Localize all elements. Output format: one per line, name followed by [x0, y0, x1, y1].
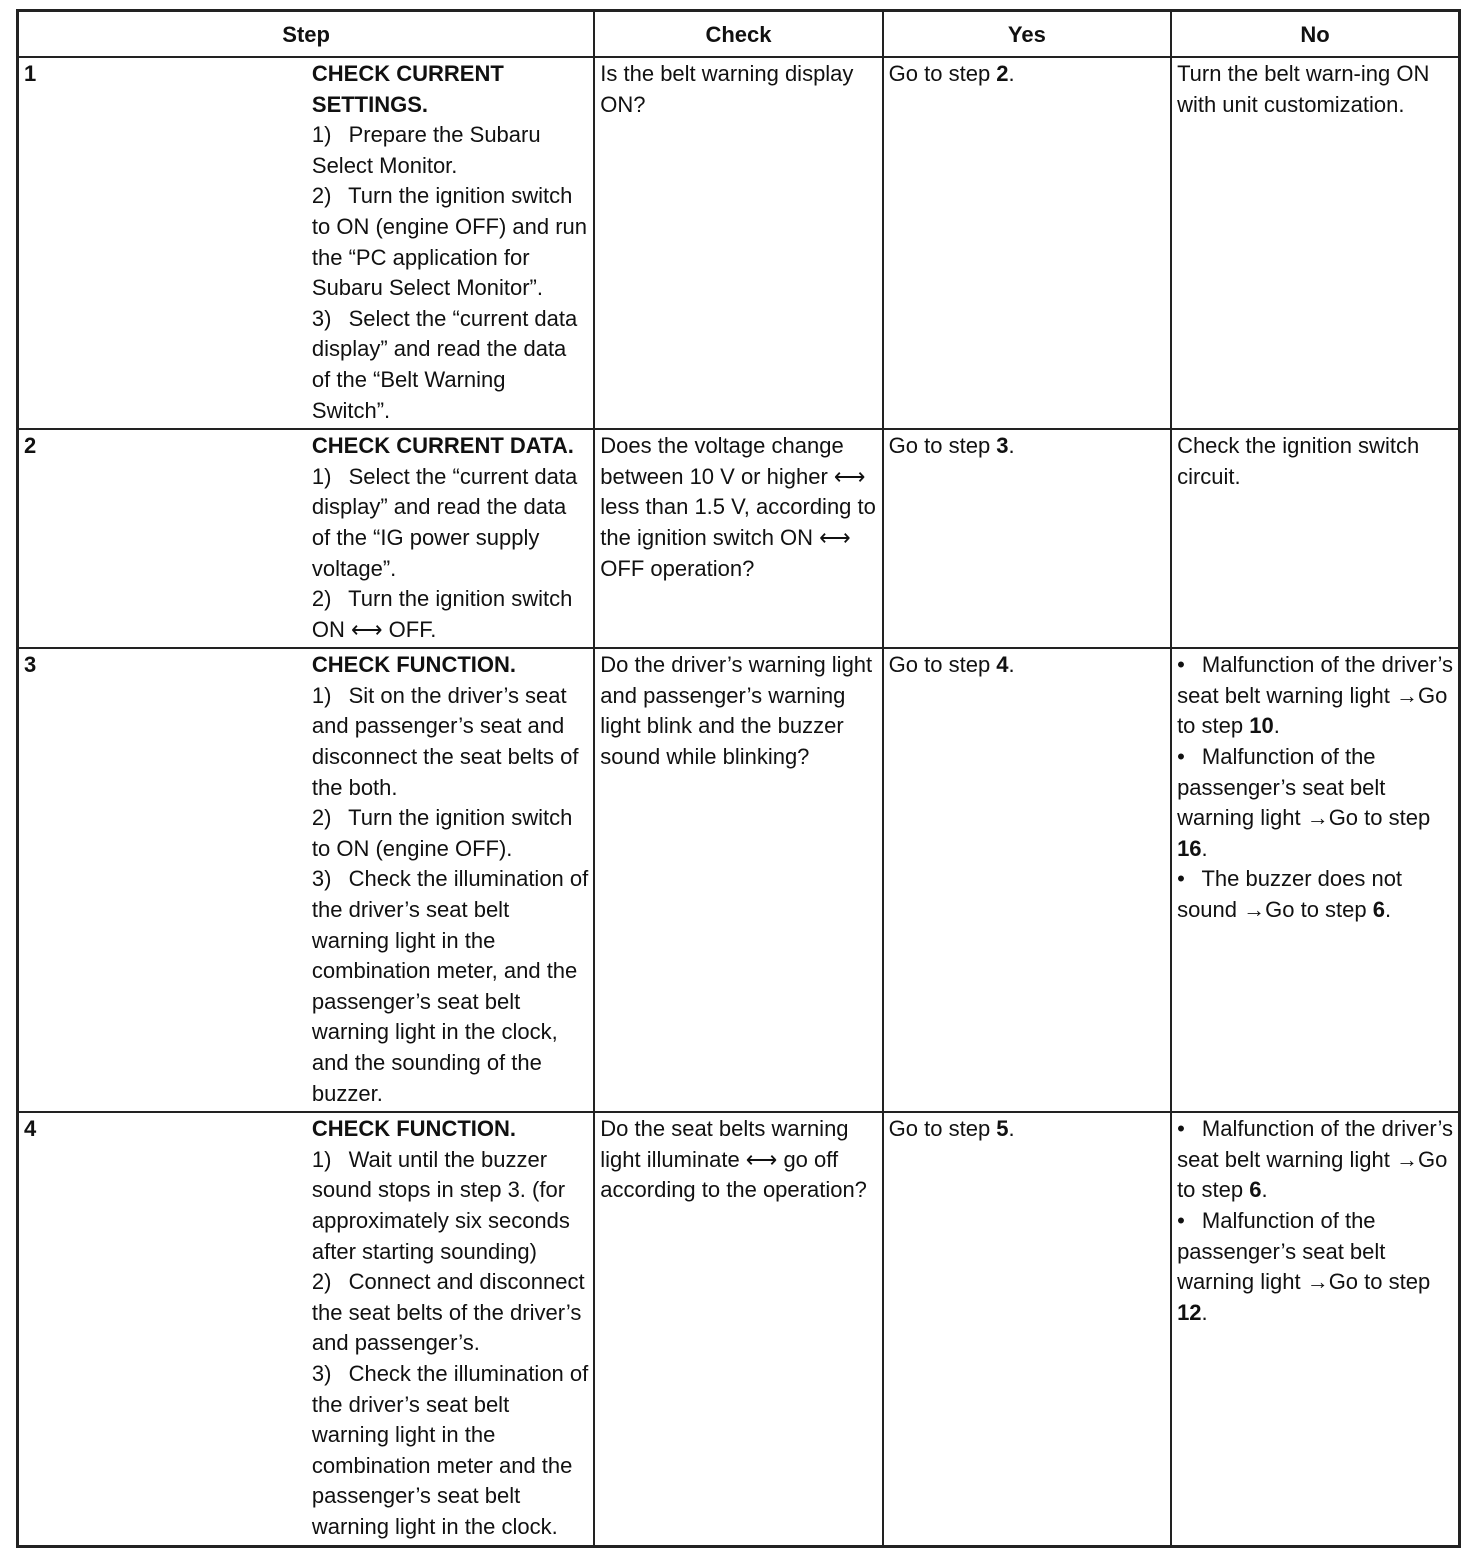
no-item-step-ref: 12: [1177, 1299, 1202, 1325]
yes-prefix: Go to step: [888, 652, 997, 678]
step-instruction: 2) Connect and disconnect the seat belts of the driver’s and passenger’s.: [311, 1269, 585, 1356]
header-step: Step: [18, 11, 595, 58]
check-question: Does the voltage change between 10 V or higher ⟷ less than 1.5 V, according to the ignition switch ON ⟷ OFF operation?: [594, 429, 882, 648]
no-item-text: • The buzzer does not sound →Go to step: [1177, 866, 1403, 923]
step-procedure: [306, 57, 594, 429]
document-page: [16, 9, 1461, 1548]
no-item: [1177, 742, 1453, 864]
table-header-row: [18, 11, 1460, 58]
check-question: Do the driver’s warning light and passenger’s warning light blink and the buzzer sound while blinking?: [594, 648, 882, 1112]
no-item-step-ref: 10: [1249, 713, 1274, 739]
no-action: [1171, 648, 1459, 1112]
step-title: CHECK FUNCTION.: [311, 652, 516, 678]
table-row: [18, 1112, 1460, 1546]
yes-step-ref: 3: [996, 433, 1009, 459]
step-instruction: 1) Select the “current data display” and read the data of the “IG power supply voltage”.: [311, 463, 578, 581]
no-item-text: • Malfunction of the driver’s seat belt warning light →Go to step: [1177, 1116, 1453, 1203]
step-number: 1: [18, 57, 306, 429]
no-item-suffix: .: [1261, 1177, 1268, 1203]
yes-prefix: Go to step: [888, 61, 997, 86]
check-question: Do the seat belts warning light illuminate ⟷ go off according to the operation?: [594, 1112, 882, 1546]
step-instruction: 3) Select the “current data display” and read the data of the “Belt Warning Switch”.: [311, 305, 578, 423]
no-item-suffix: .: [1384, 897, 1392, 923]
no-action: [1171, 57, 1459, 429]
no-item-step-ref: 6: [1372, 897, 1385, 923]
no-item-suffix: .: [1273, 713, 1280, 739]
check-question: Is the belt warning display ON?: [594, 57, 882, 429]
table-row: [18, 57, 1460, 429]
yes-step-ref: 4: [996, 652, 1009, 678]
step-instruction: 1) Wait until the buzzer sound stops in step 3. (for approximately six seconds after starting sounding): [311, 1146, 570, 1264]
no-item-suffix: .: [1201, 1299, 1208, 1325]
no-item: [1177, 864, 1453, 925]
no-action: [1171, 1112, 1459, 1546]
step-procedure: [306, 429, 594, 648]
no-item: [1177, 1206, 1453, 1328]
step-number: 2: [18, 429, 306, 648]
no-item-step-ref: 16: [1177, 835, 1202, 861]
step-number: 4: [18, 1112, 306, 1546]
step-instruction: 2) Turn the ignition switch to ON (engine OFF) and run the “PC application for Subaru Select Monitor”.: [311, 183, 588, 301]
step-title: CHECK CURRENT SETTINGS.: [311, 61, 504, 117]
yes-action: Go to step 4.: [883, 648, 1171, 1112]
step-instruction: 2) Turn the ignition switch to ON (engine OFF).: [311, 805, 573, 861]
table-row: [18, 648, 1460, 1112]
step-instruction: 1) Prepare the Subaru Select Monitor.: [311, 122, 541, 178]
no-item-suffix: .: [1201, 835, 1208, 861]
no-item: [1177, 431, 1453, 492]
no-item-text: • Malfunction of the driver’s seat belt warning light →Go to step: [1177, 652, 1453, 739]
header-check: Check: [594, 11, 882, 58]
yes-prefix: Go to step: [888, 433, 997, 459]
no-item-step-ref: 6: [1249, 1177, 1262, 1203]
step-title: CHECK FUNCTION.: [311, 1116, 516, 1142]
step-procedure: [306, 1112, 594, 1546]
no-item-text: • Malfunction of the passenger’s seat belt warning light →Go to step: [1177, 1207, 1431, 1295]
no-item-text: Turn the belt warn-ing ON with unit customization.: [1177, 61, 1430, 117]
no-item: [1177, 650, 1453, 742]
diagnostic-table: [16, 9, 1461, 1548]
yes-step-ref: 5: [996, 1116, 1009, 1142]
yes-step-ref: 2: [996, 61, 1009, 86]
no-action: [1171, 429, 1459, 648]
yes-action: Go to step 3.: [883, 429, 1171, 648]
header-no: No: [1171, 11, 1459, 58]
yes-prefix: Go to step: [888, 1116, 997, 1142]
step-title: CHECK CURRENT DATA.: [311, 433, 574, 459]
no-item: [1177, 59, 1453, 120]
step-instruction: 3) Check the illumination of the driver’s seat belt warning light in the combination meter, and the passenger’s seat belt warning light in the clock, and the sounding of the buzzer.: [311, 866, 589, 1106]
step-instruction: 1) Sit on the driver’s seat and passenger’s seat and disconnect the seat belts of the both.: [311, 682, 579, 800]
step-number: 3: [18, 648, 306, 1112]
no-item-text: • Malfunction of the passenger’s seat belt warning light →Go to step: [1177, 744, 1431, 831]
yes-action: Go to step 5.: [883, 1112, 1171, 1546]
yes-action: Go to step 2.: [883, 57, 1171, 429]
step-procedure: [306, 648, 594, 1112]
table-row: [18, 429, 1460, 648]
step-instruction: 3) Check the illumination of the driver’s seat belt warning light in the combination meter and the passenger’s seat belt warning light in the clock.: [311, 1360, 589, 1539]
header-yes: Yes: [883, 11, 1171, 58]
step-instruction: 2) Turn the ignition switch ON ⟷ OFF.: [311, 586, 573, 642]
no-item-text: Check the ignition switch circuit.: [1177, 433, 1420, 489]
